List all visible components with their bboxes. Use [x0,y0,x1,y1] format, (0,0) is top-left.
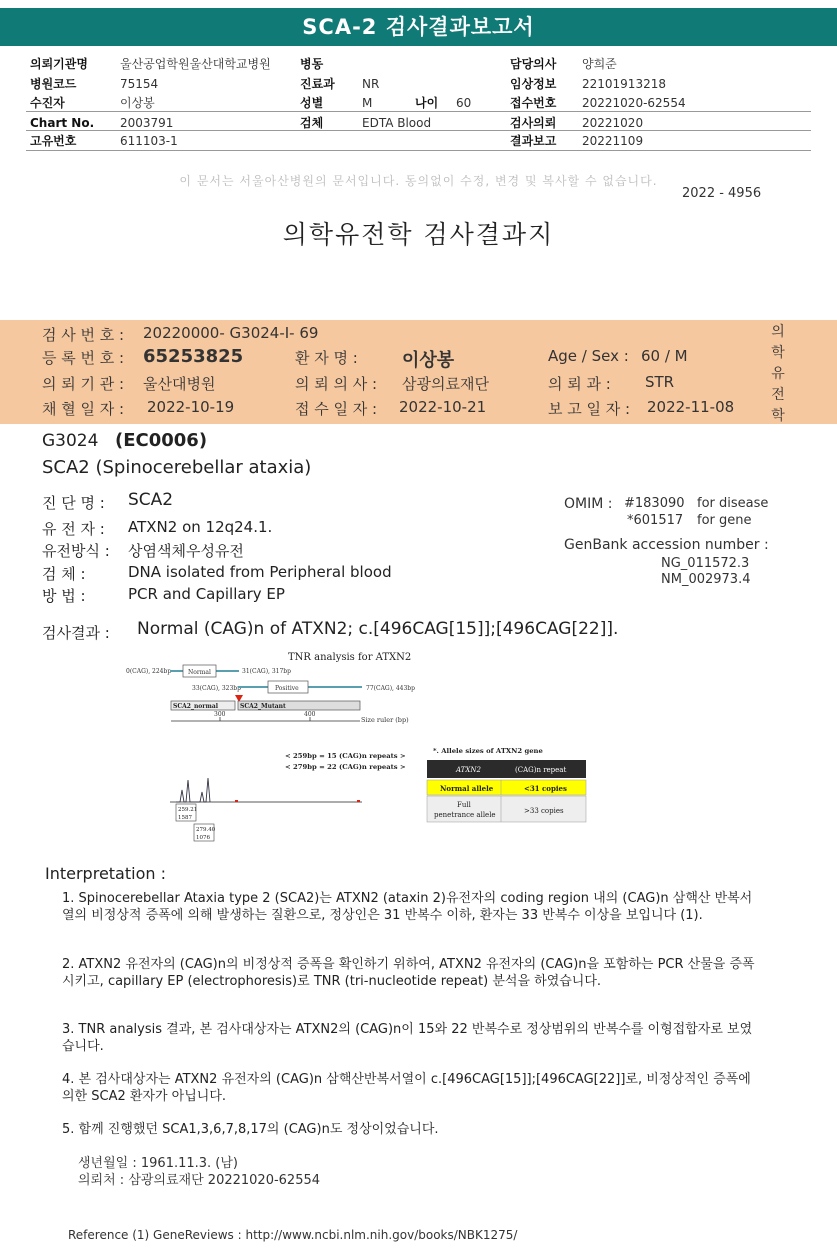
vertical-char: 학 [771,408,785,424]
header-value: 60 [456,96,472,110]
result-value: Normal (CAG)n of ATXN2; c.[496CAG[15]];[496CAG[22]]. [137,619,619,639]
collect-date-value: 2022-10-19 [147,398,235,416]
marker-peak [357,800,360,802]
header-value: 22101913218 [582,77,666,91]
detail-label: 진 단 명 : [42,494,105,512]
omim-id: #183090 [624,496,685,511]
omim-label: OMIM : [564,496,613,512]
test-number-value: 20220000- G3024-I- 69 [143,324,319,342]
header-value: M [362,96,373,110]
detail-value: 상염색체우성유전 [128,542,244,560]
interpretation-item: 5. 함께 진행했던 SCA1,3,6,7,8,17의 (CAG)n도 정상이었습니다. [62,1122,439,1137]
omim-id: *601517 [627,513,684,528]
header-label: 고유번호 [30,134,77,148]
test-number-label: 검 사 번 호 : [42,326,125,344]
ruler-tick-label: 400 [304,711,316,718]
genbank-accession: NM_002973.4 [661,572,751,587]
positive-right-label: 77(CAG), 443bp [366,685,415,692]
allele-table-title: *. Allele sizes of ATXN2 gene [433,747,543,755]
header-label: 병동 [300,57,324,71]
header-value: 20221109 [582,134,644,148]
allele-table-header-cell: (CAG)n repeat [515,766,567,774]
dept-label: 의 뢰 과 : [548,375,611,393]
divider [26,130,811,131]
vertical-char: 의 [771,324,785,340]
test-code-paren: (EC0006) [115,430,208,451]
patient-name-label: 환 자 명 : [295,349,358,367]
age-sex-value: 60 / M [641,347,688,365]
omim-desc: for disease [697,496,769,511]
marker-peak [235,800,238,802]
detail-value: DNA isolated from Peripheral blood [128,563,392,581]
vertical-label [768,322,788,427]
header-label: 진료과 [300,77,335,91]
genbank-accession: NG_011572.3 [661,556,750,571]
reg-number-label: 등 록 번 호 : [42,349,125,367]
birth-date: 생년월일 : 1961.11.3. (남) [78,1156,239,1171]
figure-title: TNR analysis for ATXN2 [288,652,412,663]
header-label: 담당의사 [510,57,557,71]
header-label: 의뢰기관명 [30,57,88,71]
header-value: 611103-1 [120,134,178,148]
header-label: 병원코드 [30,77,77,91]
institution-value: 울산대병원 [143,375,216,393]
sca2-normal-label: SCA2_normal [173,703,218,710]
header-label: 검사의뢰 [510,116,557,130]
requester-info: 의뢰처 : 삼광의료재단 20221020-62554 [78,1173,321,1188]
vertical-char: 전 [771,387,785,403]
electropherogram-trace [176,778,210,802]
receive-date-label: 접 수 일 자 : [295,400,378,418]
interpretation-item: 1. Spinocerebellar Ataxia type 2 (SCA2)는 ATXN2 (ataxin 2)유전자의 coding region 내의 (CAG)n 삼핵산 반복서열의 비정상적 증폭에 의해 발생하는 질환으로, 정상인은 31 반복수 이하, 환자는 33 반복수 이상을 보입니다 (1). [62,891,753,923]
header-value: 2003791 [120,116,174,130]
interpretation-item: 4. 본 검사대상자는 ATXN2 유전자의 (CAG)n 삼핵산반복서열이 c.[496CAG[15]];[496CAG[22]]로, 비정상적인 증폭에 의한 SCA2 환자가 아닙니다. [62,1072,751,1104]
interpretation-item: 3. TNR analysis 결과, 본 검사대상자는 ATXN2의 (CAG)n이 15와 22 반복수로 정상범위의 반복수를 이형접합자로 보였습니다. [62,1022,753,1054]
omim-desc: for gene [697,513,752,528]
allele-table-cell: Normal allele [440,784,494,793]
test-name: SCA2 (Spinocerebellar ataxia) [42,457,312,478]
header-value: 75154 [120,77,159,91]
dept-value: STR [645,373,675,391]
repeat-note: < 279bp = 22 (CAG)n repeats > [285,763,406,771]
report-date-value: 2022-11-08 [647,398,735,416]
receive-date-value: 2022-10-21 [399,398,487,416]
institution-label: 의 뢰 기 관 : [42,375,125,393]
header-label: 접수번호 [510,96,557,110]
test-code: G3024 [42,431,99,451]
size-ruler-label: Size ruler (bp) [361,716,409,724]
detail-value: SCA2 [128,490,174,510]
normal-left-label: 0(CAG), 224bp [126,668,172,675]
divider [26,150,811,151]
interpretation-title: Interpretation : [45,864,166,883]
report-date-label: 보 고 일 자 : [548,400,631,418]
sca2-mutant-label: SCA2_Mutant [240,703,286,710]
peak-label: 1076 [196,835,210,841]
reference-note: Reference (1) GeneReviews : http://www.ncbi.nlm.nih.gov/books/NBK1275/ [68,1228,518,1242]
header-label: 검체 [300,116,324,130]
header-value: 20221020 [582,116,644,130]
reg-number-value: 65253825 [143,346,244,367]
peak-label: 279.40 [196,827,216,833]
interpretation-item: 2. ATXN2 유전자의 (CAG)n의 비정상적 증폭을 확인하기 위하여, ATXN2 유전자의 (CAG)n을 포함하는 PCR 산물을 증폭시키고, capillary EP (electrophoresis)로 TNR (tri-nucleotide repeat) 분석을 하였습니다. [62,957,755,989]
repeat-note: < 259bp = 15 (CAG)n repeats > [285,752,406,760]
header-value: NR [362,77,380,91]
positive-left-label: 33(CAG), 323bp [192,685,241,692]
allele-table-cell: penetrance allele [434,811,496,819]
document-number: 2022 - 4956 [682,186,762,201]
header-label: 성별 [300,96,324,110]
header-value: 20221020-62554 [582,96,686,110]
age-sex-label: Age / Sex : [548,347,629,365]
doctor-value: 삼광의료재단 [402,375,489,393]
header-value: EDTA Blood [362,116,432,130]
doctor-label: 의 뢰 의 사 : [295,375,378,393]
detail-label: 유 전 자 : [42,520,105,538]
header-label: 임상정보 [510,77,557,91]
vertical-char: 학 [771,345,785,361]
patient-name-value: 이상봉 [402,350,455,371]
normal-box-label: Normal [188,669,211,676]
watermark-text: 이 문서는 서울아산병원의 문서입니다. 동의없이 수정, 변경 및 복사할 수 없습니다. [179,174,658,188]
detail-value: PCR and Capillary EP [128,585,285,603]
detail-label: 방 법 : [42,587,86,605]
result-label: 검사결과 : [42,624,110,642]
peak-label: 1587 [178,815,192,821]
collect-date-label: 채 혈 일 자 : [42,400,125,418]
allele-table-cell: Full [457,801,471,809]
vertical-char: 유 [771,366,785,382]
header-value: 울산공업학원울산대학교병원 [120,57,271,71]
divider [26,111,811,112]
allele-table-cell: <31 copies [524,784,567,793]
normal-right-label: 31(CAG), 317bp [242,668,291,675]
ruler-tick-label: 300 [214,711,226,718]
header-value: 이상봉 [120,96,155,110]
detail-label: 유전방식 : [42,542,110,560]
page-title: 의학유전학 검사결과지 [282,220,555,249]
header-label: 결과보고 [510,134,557,148]
header-label: 수진자 [30,96,65,110]
header-label: Chart No. [30,116,95,130]
detail-value: ATXN2 on 12q24.1. [128,518,273,536]
detail-label: 검 체 : [42,565,86,583]
positive-box-label: Positive [275,685,299,692]
peak-label: 259.21 [178,807,198,813]
report-banner: SCA-2 검사결과보고서 [0,8,837,46]
tnr-analysis-figure [0,640,837,860]
header-value: 양희준 [582,57,617,71]
allele-table-header-cell: ATXN2 [456,766,481,774]
allele-table-cell: >33 copies [524,807,564,815]
header-label: 나이 [415,96,439,110]
genbank-label: GenBank accession number : [564,537,769,553]
